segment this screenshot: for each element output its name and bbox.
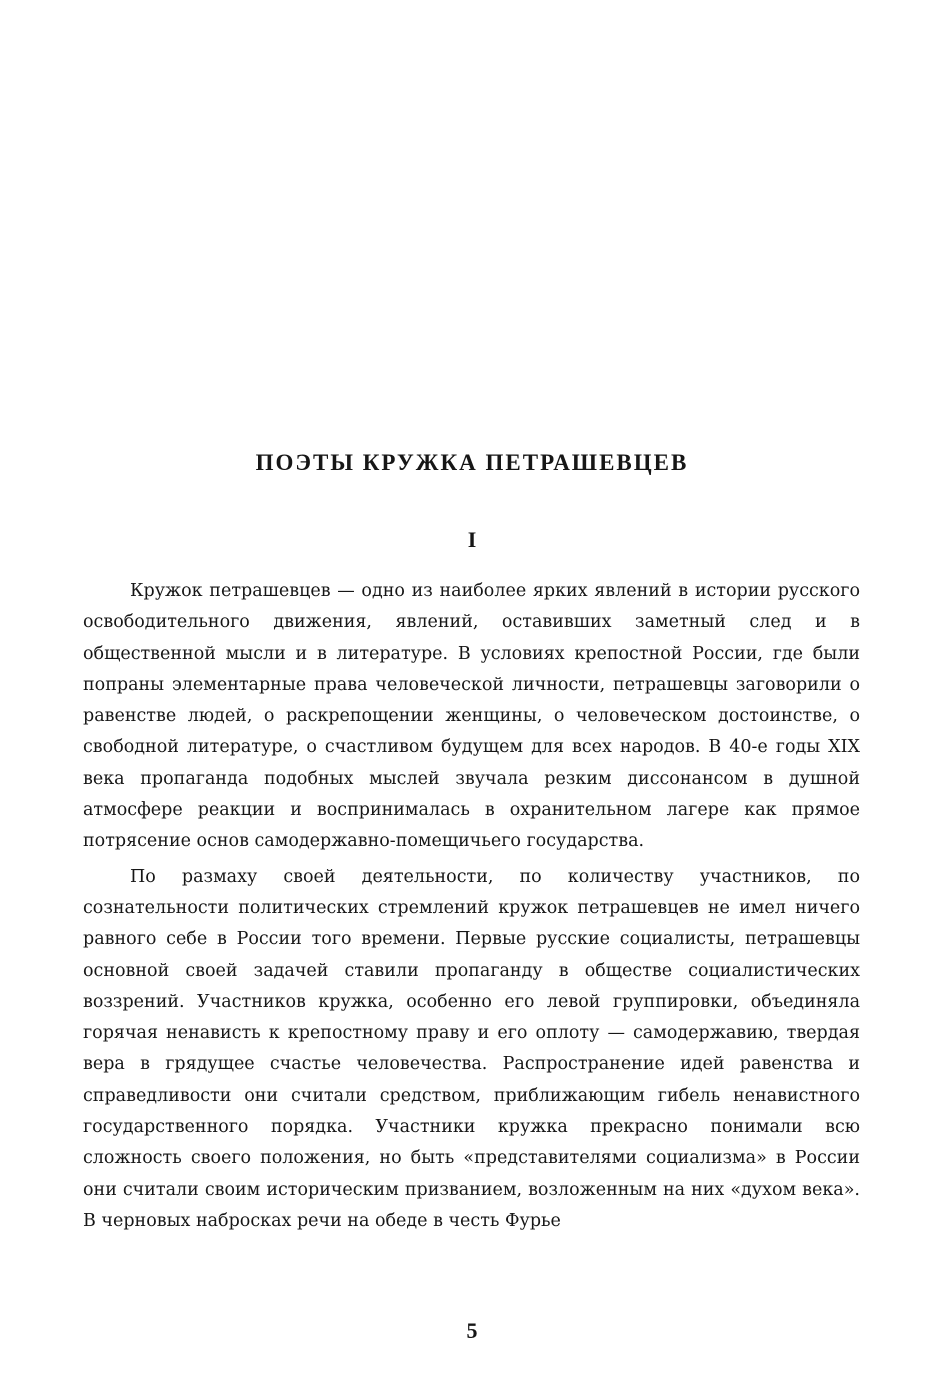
page-number: 5 [466, 1318, 478, 1343]
chapter-title: ПОЭТЫ КРУЖКА ПЕТРАШЕВЦЕВ [255, 450, 689, 475]
body-text [83, 576, 860, 1237]
paragraph: Кружок петрашевцев — одно из наиболее ярких явлений в истории русского освободительного движения, явлений, оставивших заметный след и в общественной мысли и в литературе. В условиях крепостной России, где были попраны элементарные права человеческой личности, петрашевцы заговорили о равенстве людей, о раскрепощении женщины, о человеческом достоинстве, о свободной литературе, о счастливом будущем для всех народов. В 40-е годы XIX века пропаганда подобных мыслей звучала резким диссонансом в душной атмосфере реакции и воспринималась в охранительном лагере как прямое потрясение основ самодержавно-помещичьего государства. [83, 581, 860, 852]
section-number: I [467, 527, 477, 552]
paragraph: По размаху своей деятельности, по количеству участников, по сознательности политических стремлений кружок петрашевцев не имел ничего равного себе в России того времени. Первые русские социалисты, петрашевцы основной своей задачей ставили пропаганду в обществе социалистических воззрений. Участников кружка, особенно его левой группировки, объединяла горячая ненависть к крепостному праву и его оплоту — самодержавию, твердая вера в грядущее счастье человечества. Распространение идей равенства и справедливости они считали средством, приближающим гибель ненавистного государственного порядка. Участники кружка прекрасно понимали всю сложность своего положения, но быть «представителями социализма» в России они считали своим историческим призванием, возложенным на них «духом века». В черновых набросках речи на обеде в честь Фурье [83, 866, 860, 1231]
